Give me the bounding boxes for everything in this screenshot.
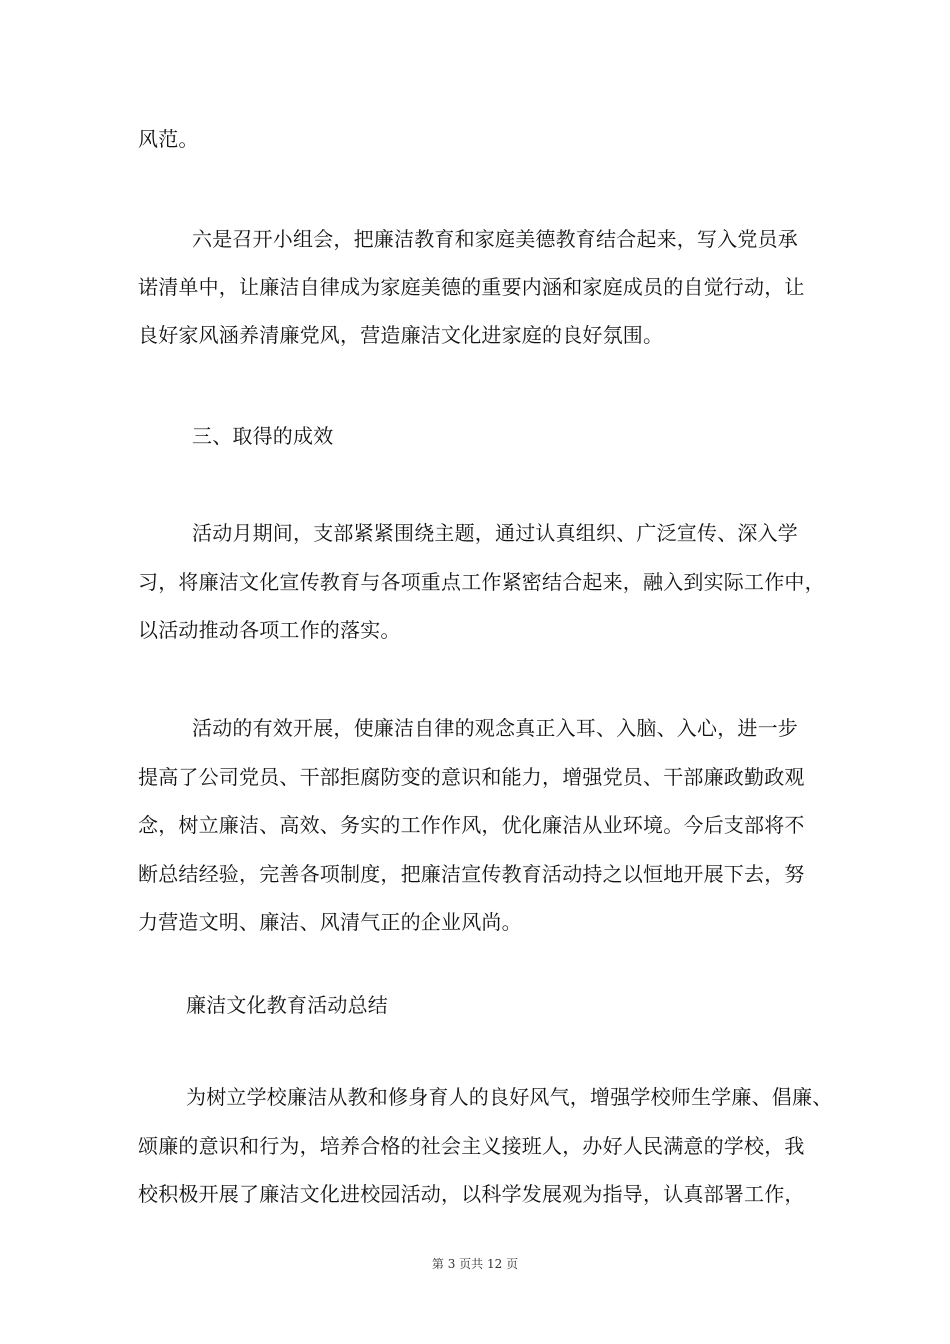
- paragraph-six-line-3: 良好家风涵养清廉党风，营造廉洁文化进家庭的良好氛围。: [138, 323, 664, 347]
- summary-title: 廉洁文化教育活动总结: [186, 993, 388, 1017]
- paragraph-effect-line-3: 念，树立廉洁、高效、务实的工作作风，优化廉洁从业环境。今后支部将不: [138, 813, 805, 837]
- section-heading-results: 三、取得的成效: [192, 424, 334, 448]
- paragraph-period-line-2: 习，将廉洁文化宣传教育与各项重点工作紧密结合起来，融入到实际工作中，: [138, 570, 825, 594]
- text-line-fengfan: 风范。: [138, 127, 199, 151]
- paragraph-effect-line-2: 提高了公司党员、干部拒腐防变的意识和能力，增强党员、干部廉政勤政观: [138, 765, 805, 789]
- paragraph-school-line-3: 校积极开展了廉洁文化进校园活动，以科学发展观为指导，认真部署工作，: [138, 1182, 805, 1206]
- paragraph-six-line-2: 诺清单中，让廉洁自律成为家庭美德的重要内涵和家庭成员的自觉行动，让: [138, 275, 805, 299]
- paragraph-school-line-1: 为树立学校廉洁从教和修身育人的良好风气，增强学校师生学廉、倡廉、: [186, 1085, 833, 1109]
- paragraph-period-line-3: 以活动推动各项工作的落实。: [138, 618, 401, 642]
- paragraph-effect-line-5: 力营造文明、廉洁、风清气正的企业风尚。: [138, 910, 522, 934]
- paragraph-school-line-2: 颂廉的意识和行为，培养合格的社会主义接班人，办好人民满意的学校，我: [138, 1134, 805, 1158]
- paragraph-effect-line-4: 断总结经验，完善各项制度，把廉洁宣传教育活动持之以恒地开展下去，努: [138, 862, 805, 886]
- paragraph-period-line-1: 活动月期间，支部紧紧围绕主题，通过认真组织、广泛宣传、深入学: [192, 521, 798, 545]
- paragraph-six-line-1: 六是召开小组会，把廉洁教育和家庭美德教育结合起来，写入党员承: [192, 227, 798, 251]
- paragraph-effect-line-1: 活动的有效开展，使廉洁自律的观念真正入耳、入脑、入心，进一步: [192, 716, 798, 740]
- page-footer-number: 第 3 页共 12 页: [431, 1257, 519, 1271]
